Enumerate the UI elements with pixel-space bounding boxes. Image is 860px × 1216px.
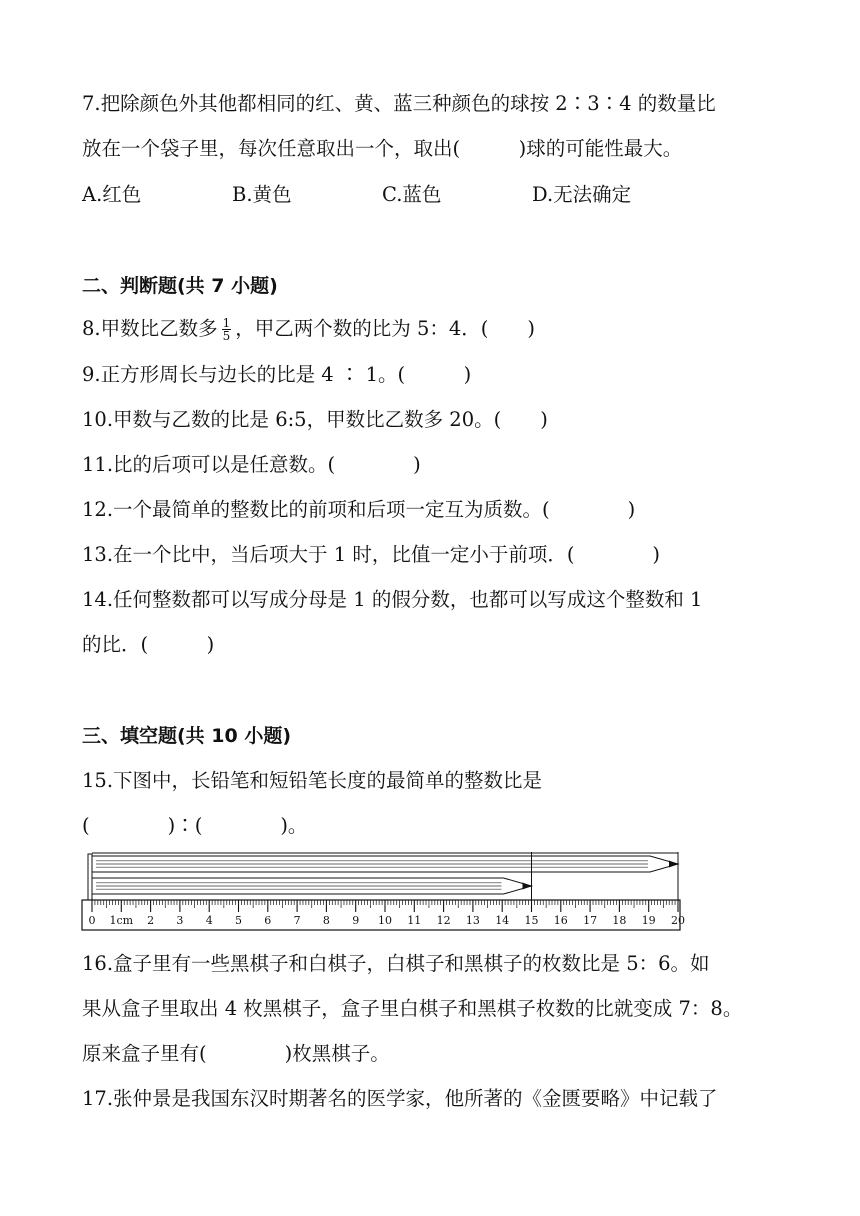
q9: 9.正方形周长与边长的比是 4 ∶ 1。( ): [82, 363, 472, 386]
ruler-ticks: [92, 900, 678, 912]
pencil-holder: [88, 854, 92, 900]
q12: 12.一个最简单的整数比的前项和后项一定互为质数。( ): [82, 498, 636, 521]
ruler-tick-label: 19: [641, 914, 656, 927]
q16-line2: 果从盒子里取出 4 枚黑棋子，盒子里白棋子和黑棋子枚数的比就变成 7：8。: [82, 997, 743, 1020]
section2-heading: 二、判断题(共 7 小题): [82, 275, 278, 297]
ruler-tick-label: 3: [176, 914, 184, 927]
ruler-tick-label: 5: [235, 914, 242, 927]
ruler-tick-label: 13: [465, 914, 480, 927]
q14-line1: 14.任何整数都可以写成分母是 1 的假分数，也都可以写成这个整数和 1: [82, 588, 703, 611]
ruler-tick-label: 15: [524, 914, 539, 927]
ruler-tick-label: 10: [378, 914, 392, 927]
q15-line1: 15.下图中，长铅笔和短铅笔长度的最简单的整数比是: [82, 769, 543, 792]
q14-line2: 的比．( ): [82, 633, 215, 656]
q8: [82, 315, 535, 343]
q8-text-after: ，甲乙两个数的比为 5：4．( ): [235, 317, 535, 340]
ruler-tick-label: 16: [553, 914, 568, 927]
ruler-tick-label: 17: [583, 914, 598, 927]
q7-option-b: B.黄色: [232, 183, 292, 206]
ruler-tick-label: 20: [671, 914, 685, 927]
pencils-group: [88, 852, 678, 900]
q17-line1: 17.张仲景是我国东汉时期著名的医学家，他所著的《金匮要略》中记载了: [82, 1087, 718, 1110]
ruler-tick-label: 9: [352, 914, 360, 927]
ruler-tick-label: 4: [205, 914, 213, 927]
pencil-ruler-figure: [82, 852, 685, 932]
ruler-tick-label: 0: [88, 914, 96, 927]
q15-line2: ( )∶( )。: [82, 814, 308, 837]
long-pencil: [92, 856, 678, 872]
ruler-tick-label: 7: [293, 914, 301, 927]
q8-text-before: 8.甲数比乙数多: [82, 317, 218, 340]
q7-option-a: A.红色: [82, 183, 142, 206]
short-pencil: [92, 878, 532, 894]
ruler-tick-label: 8: [322, 914, 330, 927]
q10: 10.甲数与乙数的比是 6:5，甲数比乙数多 20。( ): [82, 408, 548, 431]
ruler-tick-label: 2: [147, 914, 155, 927]
ruler-tick-label: 14: [495, 914, 510, 927]
q7-option-c: C.蓝色: [382, 183, 442, 206]
q16-line3: 原来盒子里有( )枚黑棋子。: [82, 1042, 390, 1065]
ruler-tick-label: 11: [407, 914, 422, 927]
q7-line2: 放在一个袋子里，每次任意取出一个，取出( )球的可能性最大。: [82, 137, 683, 160]
ruler-tick-label: 1cm: [109, 914, 134, 927]
q8-fraction-numerator: 1: [222, 316, 231, 330]
q11: 11.比的后项可以是任意数。( ): [82, 453, 421, 476]
q7-line1: 7.把除颜色外其他都相同的红、黄、蓝三种颜色的球按 2∶3∶4 的数量比: [82, 92, 716, 115]
ruler-tick-label: 12: [436, 914, 451, 927]
q7-option-d: D.无法确定: [532, 183, 632, 206]
ruler-tick-label: 18: [612, 914, 627, 927]
q16-line1: 16.盒子里有一些黑棋子和白棋子，白棋子和黑棋子的枚数比是 5：6。如: [82, 952, 710, 975]
q13: 13.在一个比中，当后项大于 1 时，比值一定小于前项．( ): [82, 543, 661, 566]
q8-fraction-denominator: 5: [222, 329, 231, 343]
q8-fraction: [222, 317, 232, 342]
section3-heading: 三、填空题(共 10 小题): [82, 725, 292, 747]
ruler-labels: [89, 914, 686, 927]
ruler-tick-label: 6: [264, 914, 272, 927]
